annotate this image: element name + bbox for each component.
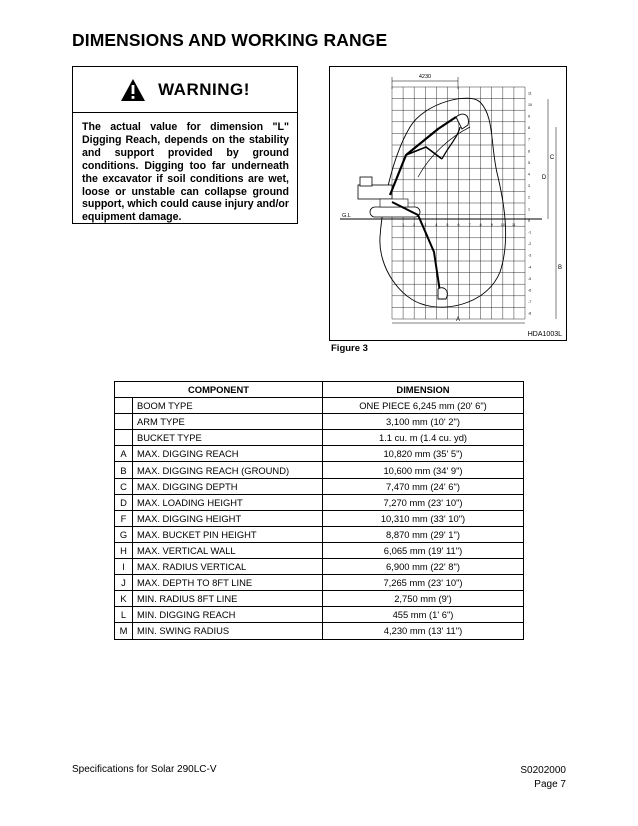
row-code: D [115, 494, 133, 510]
row-code [115, 414, 133, 430]
row-component: ARM TYPE [133, 414, 323, 430]
reach-tick-label: 2 [413, 223, 416, 227]
height-tick-label: 7 [528, 137, 530, 142]
reach-tick-label: 7 [468, 223, 471, 227]
height-tick-label: -6 [528, 288, 532, 293]
height-tick-label: -2 [528, 242, 532, 247]
row-component: MAX. BUCKET PIN HEIGHT [133, 526, 323, 542]
row-component: MAX. VERTICAL WALL [133, 542, 323, 558]
height-scale [528, 91, 532, 315]
warning-label: WARNING! [158, 79, 250, 99]
reach-tick-label: 8 [479, 223, 482, 227]
working-range-figure [329, 66, 567, 341]
row-code: A [115, 446, 133, 462]
height-tick-label: 10 [528, 102, 532, 107]
table-row [115, 607, 524, 623]
row-code: F [115, 510, 133, 526]
table-row [115, 414, 524, 430]
row-code: C [115, 478, 133, 494]
row-component: MAX. LOADING HEIGHT [133, 494, 323, 510]
page-title: DIMENSIONS AND WORKING RANGE [72, 30, 388, 50]
row-code: B [115, 462, 133, 478]
top-dimension-label: 4230 [418, 74, 432, 80]
row-component: MAX. RADIUS VERTICAL [133, 559, 323, 575]
warning-box [72, 66, 298, 224]
height-tick-label: 1 [528, 207, 530, 212]
row-dimension: ONE PIECE 6,245 mm (20' 6") [323, 398, 524, 414]
height-tick-label: -1 [528, 230, 532, 235]
reach-tick-label: 6 [457, 223, 460, 227]
figure-caption: Figure 3 [331, 343, 368, 354]
row-code: K [115, 591, 133, 607]
table-header-row [115, 382, 524, 398]
row-dimension: 7,470 mm (24' 6") [323, 478, 524, 494]
row-code: J [115, 575, 133, 591]
dimensions-table [114, 381, 524, 640]
boom-raised [390, 117, 456, 195]
reach-tick-label: 3 [424, 223, 427, 227]
height-tick-label: 11 [528, 91, 532, 96]
footer-doc-number: S0202000 [520, 765, 566, 776]
row-code: L [115, 607, 133, 623]
height-tick-label: -4 [528, 265, 532, 270]
row-component: MAX. DEPTH TO 8FT LINE [133, 575, 323, 591]
row-dimension: 6,065 mm (19' 11") [323, 542, 524, 558]
working-range-diagram [330, 67, 566, 340]
reach-tick-label: 1 [402, 223, 405, 227]
row-component: MAX. DIGGING REACH (GROUND) [133, 462, 323, 478]
row-dimension: 10,600 mm (34' 9") [323, 462, 524, 478]
row-component: MIN. SWING RADIUS [133, 623, 323, 639]
footer-page: Page 7 [534, 778, 566, 790]
bucket-raised [456, 114, 468, 129]
row-code [115, 430, 133, 446]
table-row [115, 623, 524, 639]
height-tick-label: 0 [528, 218, 530, 223]
height-tick-label: 6 [528, 149, 530, 154]
row-dimension: 10,820 mm (35' 5") [323, 446, 524, 462]
table-row [115, 446, 524, 462]
height-tick-label: -7 [528, 300, 532, 305]
row-dimension: 1.1 cu. m (1.4 cu. yd) [323, 430, 524, 446]
dim-letter-c: C [549, 155, 555, 161]
bucket-lowered [438, 288, 447, 299]
row-component: MAX. DIGGING DEPTH [133, 478, 323, 494]
height-tick-label: 5 [528, 160, 530, 165]
height-tick-label: -8 [528, 311, 532, 316]
reach-tick-label: 11 [512, 223, 516, 227]
dim-letter-a: A [455, 317, 461, 323]
row-component: MAX. DIGGING REACH [133, 446, 323, 462]
reach-tick-label: 10 [500, 223, 505, 227]
height-tick-label: 9 [528, 114, 530, 119]
dim-letter-d: D [541, 175, 547, 181]
ground-line-label: G.L [342, 213, 351, 219]
table-row [115, 591, 524, 607]
height-tick-label: 8 [528, 126, 530, 131]
row-dimension: 4,230 mm (13' 11") [323, 623, 524, 639]
row-dimension: 8,870 mm (29' 1") [323, 526, 524, 542]
height-tick-label: 3 [528, 184, 530, 189]
table-row [115, 575, 524, 591]
footer-title: Specifications for Solar 290LC-V [72, 764, 217, 775]
excavator-cab [360, 177, 372, 186]
excavator-house [358, 185, 392, 199]
header-dimension: DIMENSION [323, 382, 524, 398]
row-component: MAX. DIGGING HEIGHT [133, 510, 323, 526]
row-component: MIN. RADIUS 8FT LINE [133, 591, 323, 607]
row-dimension: 455 mm (1' 6") [323, 607, 524, 623]
row-dimension: 2,750 mm (9') [323, 591, 524, 607]
table-row [115, 494, 524, 510]
height-tick-label: -5 [528, 276, 532, 281]
height-tick-label: 4 [528, 172, 530, 177]
table-row [115, 510, 524, 526]
height-tick-label: 2 [528, 195, 530, 200]
table-row [115, 478, 524, 494]
dim-letter-b: B [557, 265, 563, 271]
header-component: COMPONENT [115, 382, 323, 398]
height-tick-label: -3 [528, 253, 532, 258]
row-code: I [115, 559, 133, 575]
table-row [115, 430, 524, 446]
row-dimension: 7,270 mm (23' 10") [323, 494, 524, 510]
table-row [115, 526, 524, 542]
row-component: MIN. DIGGING REACH [133, 607, 323, 623]
row-component: BUCKET TYPE [133, 430, 323, 446]
row-component: BOOM TYPE [133, 398, 323, 414]
warning-text: The actual value for dimension "L" Digging Reach, depends on the stability and support provided by ground conditions. Digging too far underneath the excavator if soil conditions are wet, loose or unstable can collapse ground support, which could cause injury and/or equipment damage. [82, 121, 289, 224]
reach-tick-label: 5 [446, 223, 449, 227]
reach-tick-label: 4 [435, 223, 438, 227]
row-code: H [115, 542, 133, 558]
row-code: M [115, 623, 133, 639]
warning-triangle-icon [120, 78, 146, 102]
footer-right [520, 764, 566, 791]
row-dimension: 3,100 mm (10' 2") [323, 414, 524, 430]
reach-tick-label: 9 [490, 223, 493, 227]
row-code [115, 398, 133, 414]
table-row [115, 542, 524, 558]
table-row [115, 398, 524, 414]
table-row [115, 462, 524, 478]
table-row [115, 559, 524, 575]
figure-code: HDA1003L [527, 331, 562, 338]
row-dimension: 7,265 mm (23' 10") [323, 575, 524, 591]
row-code: G [115, 526, 133, 542]
row-dimension: 6,900 mm (22' 8") [323, 559, 524, 575]
warning-header [73, 67, 297, 113]
row-dimension: 10,310 mm (33' 10") [323, 510, 524, 526]
